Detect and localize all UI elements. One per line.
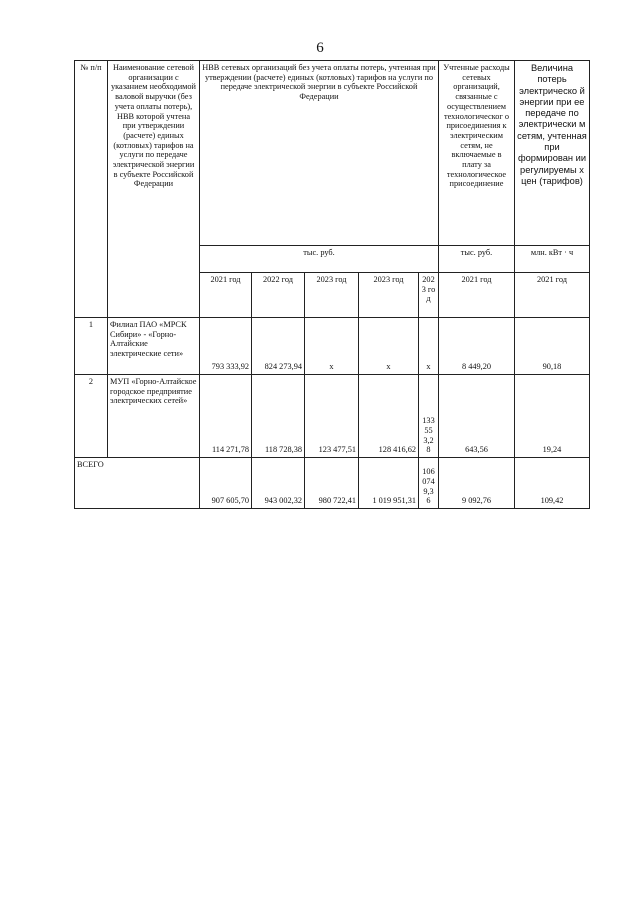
value-cell: 824 273,94 (252, 318, 305, 375)
header-row (75, 61, 590, 246)
row-name: Филиал ПАО «МРСК Сибири» - «Горно-Алтайские электрические сети» (108, 318, 200, 375)
total-label: ВСЕГО (75, 458, 200, 509)
year-cell: 202 3 год (419, 273, 439, 318)
value-cell: 123 477,51 (305, 375, 359, 458)
value-cell: 643,56 (439, 375, 515, 458)
unit-expenses: тыс. руб. (439, 246, 515, 273)
header-expenses: Учтенные расходы сетевых организаций, связанные с осуществлением технологическог о присоединения к электрическим сетям, не включаемые в плату за технологическое присоединение (439, 61, 515, 246)
year-cell: 2023 год (359, 273, 419, 318)
value-cell: 793 333,92 (200, 318, 252, 375)
header-num: № п/п (75, 61, 108, 318)
value-cell: 90,18 (515, 318, 590, 375)
year-cell: 2022 год (252, 273, 305, 318)
page-number: 6 (316, 40, 324, 56)
row-num: 2 (75, 375, 108, 458)
total-cell: 943 002,32 (252, 458, 305, 509)
value-cell: х (419, 318, 439, 375)
row-name: МУП «Горно-Алтайское городское предприятие электрических сетей» (108, 375, 200, 458)
year-cell: 2021 год (200, 273, 252, 318)
year-cell: 2021 год (515, 273, 590, 318)
total-cell: 980 722,41 (305, 458, 359, 509)
table-row (75, 318, 590, 375)
tariff-table (74, 60, 590, 509)
year-cell: 2021 год (439, 273, 515, 318)
value-cell: 8 449,20 (439, 318, 515, 375)
table-row (75, 375, 590, 458)
header-losses: Величина потерь электрическо й энергии при ее передаче по электрически м сетям, учтенная при формирован ии регулируемы х цен (тарифов) (515, 61, 590, 246)
value-cell: 114 271,78 (200, 375, 252, 458)
value-cell: 19,24 (515, 375, 590, 458)
total-cell: 1 019 951,31 (359, 458, 419, 509)
total-cell: 907 605,70 (200, 458, 252, 509)
unit-nvv: тыс. руб. (200, 246, 439, 273)
total-cell: 9 092,76 (439, 458, 515, 509)
total-cell: 109,42 (515, 458, 590, 509)
value-cell: 133 55 3,2 8 (419, 375, 439, 458)
value-cell: х (305, 318, 359, 375)
year-cell: 2023 год (305, 273, 359, 318)
row-num: 1 (75, 318, 108, 375)
total-cell: 106 074 9,3 6 (419, 458, 439, 509)
value-cell: 128 416,62 (359, 375, 419, 458)
value-cell: х (359, 318, 419, 375)
value-cell: 118 728,38 (252, 375, 305, 458)
unit-losses: млн. кВт · ч (515, 246, 590, 273)
header-name: Наименование сетевой организации с указанием необходимой валовой выручки (без учета оплаты потерь), НВВ которой учтена при утверждении (расчете) единых (котловых) тарифов на услуги по передаче электрической энергии в субъекте Российской Федерации (108, 61, 200, 318)
header-nvv: НВВ сетевых организаций без учета оплаты потерь, учтенная при утверждении (расчете) единых (котловых) тарифов на услуги по передаче электрической энергии в субъекте Российской Федерации (200, 61, 439, 246)
total-row (75, 458, 590, 509)
